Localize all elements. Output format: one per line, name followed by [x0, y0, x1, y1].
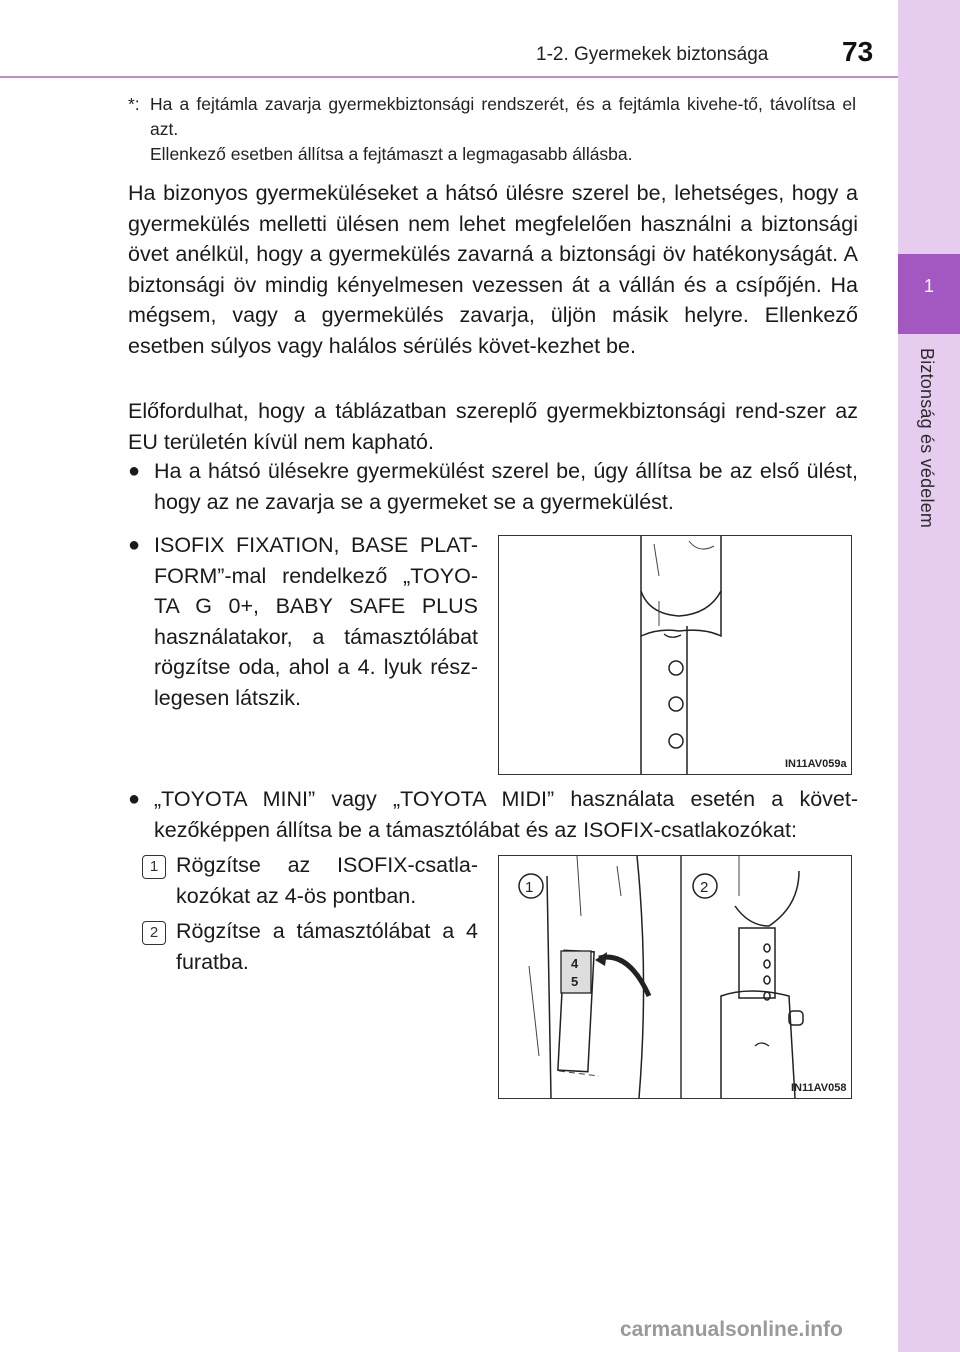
footnote-text-2: Ellenkező esetben állítsa a fejtámaszt a legmagasabb állásba. — [150, 144, 633, 164]
figure-isofix-connectors — [498, 855, 852, 1099]
callout-2: 2 — [700, 879, 709, 896]
hole-marker-4: 4 — [571, 956, 579, 971]
figure-support-leg-holes — [498, 535, 852, 775]
support-leg-illustration — [499, 536, 851, 774]
bullet-front-seat — [128, 456, 858, 517]
paragraph-availability: Előfordulhat, hogy a táblázatban szereplő gyermekbiztonsági rend-szer az EU területén kívül nem kapható. — [128, 399, 858, 454]
step-number-badge: 2 — [142, 921, 166, 945]
footnote — [128, 92, 856, 167]
step-1 — [142, 850, 478, 911]
step-text: Rögzítse a támasztólábat a 4 furatba. — [176, 919, 478, 974]
section-title: 1-2. Gyermekek biztonsága — [536, 44, 769, 65]
chapter-title: Biztonság és védelem — [917, 348, 937, 529]
bullet-text: Ha a hátsó ülésekre gyermekülést szerel be, úgy állítsa be az első ülést, hogy az ne zavarja se a gyermeket se a gyermekülést. — [154, 459, 858, 514]
callout-1: 1 — [525, 879, 534, 896]
figure-code: IN11AV059a — [785, 758, 847, 770]
paragraph-seatbelt: Ha bizonyos gyermeküléseket a hátsó ülésre szerel be, lehetséges, hogy a gyermekülés melletti ülésen nem lehet megfelelően használni a biztonsági övet anélkül, hogy a gyermekülés zavarná a biztonsági öv hatékonyságát. A biztonsági öv mindig kényelmesen vezessen át a vállán és a csípőjén. Ha mégsem, vagy a gyermekülés zavarja, üljön másik helyre. Ellenkező esetben súlyos vagy halálos sérülés követ-kezhet be. — [128, 181, 858, 358]
bullet-text: ISOFIX FIXATION, BASE PLAT-FORM”-mal rendelkező „TOYO-TA G 0+, BABY SAFE PLUS használatakor, a támasztólábat rögzítse oda, ahol a 4. lyuk rész-legesen látszik. — [154, 533, 478, 710]
header-rule — [0, 76, 898, 78]
watermark: carmanualsonline.info — [620, 1318, 843, 1341]
chapter-number: 1 — [923, 276, 934, 296]
step-text: Rögzítse az ISOFIX-csatla-kozókat az 4-ös pontban. — [176, 853, 478, 908]
bullet-icon: ● — [128, 460, 141, 482]
bullet-toyota-mini-midi — [128, 784, 858, 845]
hole-marker-5: 5 — [571, 974, 579, 989]
footnote-text: Ha a fejtámla zavarja gyermekbiztonsági rendszerét, és a fejtámla kivehe-tő, távolítsa el azt. — [150, 94, 856, 139]
footnote-marker: *: — [128, 94, 140, 114]
bullet-isofix-baby-safe — [128, 530, 478, 713]
isofix-illustration — [499, 856, 851, 1098]
step-2 — [142, 916, 478, 977]
step-number-badge: 1 — [142, 855, 166, 879]
page-number: 73 — [842, 36, 874, 67]
side-band — [898, 0, 960, 1352]
bullet-icon: ● — [128, 788, 141, 810]
figure-code: IN11AV058 — [791, 1082, 847, 1094]
bullet-text: „TOYOTA MINI” vagy „TOYOTA MIDI” használata esetén a követ-kezőképpen állítsa be a támasztólábat és az ISOFIX-csatlakozókat: — [154, 787, 858, 842]
bullet-icon: ● — [128, 534, 141, 556]
